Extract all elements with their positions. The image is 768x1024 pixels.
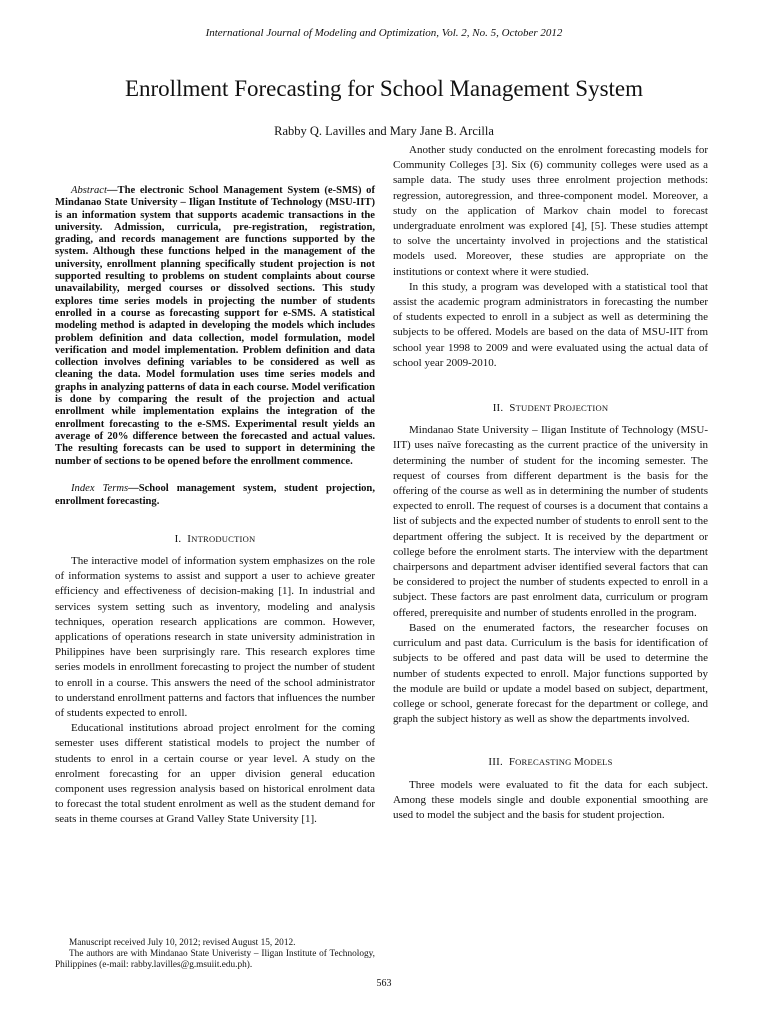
- abstract-lead: Abstract: [71, 185, 107, 196]
- footnote: [55, 938, 375, 971]
- intro-paragraph-1: The interactive model of information system emphasizes on the role of information systems to assist and support a user to achieve greater efficiency and effectiveness of decision-making [1]. In industrial and services system setting such as inventory, modeling and analysis techniques, operation research applications are common. However, applications of operations research in state university administration in Philippines have been surprisingly rare. This research explores time series models in enrollment forecasting to project the number of student to enroll in a course. This answers the need of the school administrator to understand enrollment patterns and factors that influences the number of students expected to enroll.: [55, 555, 375, 720]
- abstract-dash: —: [106, 185, 118, 196]
- student-projection-paragraph-1: Mindanao State University – Iligan Institute of Technology (MSU-IIT) uses naïve forecasting as the current practice of the university in determining the number of student for the incoming semester. The request of courses from different department is the basis for the offering of the course as well as in determining the number of students expected to enroll. The request of courses is a document that contains a list of subjects and the expected number of students to enroll sent to the department offering the subject. It is received by the department or college before the enrolment starts. The interview with the department chairpersons and department adviser identified several factors that can be considered to project the number of students expected to enroll in a subject. These factors are past enrolment data, curriculum or program offered, prerequisite and number of students enrolled in the program.: [393, 424, 708, 619]
- intro-paragraph-2: Educational institutions abroad project enrolment for the coming semester uses different statistical models to project the number of students to enrol in a certain course or year level. A study on the enrolment forecasting for an upper division general education component uses regression analysis based on historical enrolment data to forecast the total student enrolment as well as the student demand for seats in theme courses at Grand Valley State University [1].: [55, 722, 375, 826]
- student-projection-paragraph-2: Based on the enumerated factors, the researcher focuses on curriculum and past data. Curriculum is the basis for identification of subjects to be offered and past data will be used to determine the number of students expected to enroll. Major functions supported by the module are build or update a model based on subject, department, college or school, generate forecast for the department or college, and graph the subject history as well as show the departments involved.: [393, 621, 708, 726]
- abstract: [55, 185, 375, 468]
- index-terms-lead: Index Terms: [71, 482, 129, 494]
- footnote-received: Manuscript received July 10, 2012; revised August 15, 2012.: [69, 938, 296, 948]
- index-terms-dash: —: [128, 482, 139, 494]
- abstract-text: The electronic School Management System (e-SMS) of Mindanao State University – Iligan Institute of Technology (MSU-IIT) is an information system that supports academic transactions in the university. Admission, curricula, pre-registration, registration, grading, and records management are functions supported by the system. Although these functions helped in the management of the university, enrollment planning specifically student projection is not supported resulting to problems on student complaints about course unavailability, merged courses or dissolved sections. This study explores time series models in projecting the number of students enrolled in a course as forecasting support for e-SMS. A statistical modeling method is adapted in developing the models which includes problem definition and data collection, model formulation, model verification and model implementation. Problem definition and data collection involves defining variables to be considered as well as cleaning the data. Model formulation uses time series models and graphs in analyzing patterns of data in each course. Model verification is done by comparing the result of the projection and actual enrollment while implementation explains the integration of the enrollment forecasting to the e-SMS. Experimental result yields an average of 20% difference between the forecasted and actual values. The resulting forecasts can be used to support in determining the number of sections to be opened before the enrollment commence.: [55, 185, 375, 467]
- section-heading-student-projection: II. STUDENT PROJECTION: [492, 402, 609, 415]
- index-terms-text: School management system, student projection, enrollment forecasting.: [55, 482, 375, 507]
- author-line: Rabby Q. Lavilles and Mary Jane B. Arcilla: [274, 124, 494, 138]
- index-terms: [55, 482, 375, 508]
- right-paragraph-2: In this study, a program was developed with a statistical tool that assist the academic program administrators in forecasting the number of students expected to enroll in a subject as well as determining the subjects to be offered. Models are based on the data of MSU-IIT from school year 1998 to 2009 and were evaluated using the actual data of school year 2009-2010.: [393, 280, 708, 369]
- footnote-affiliation: The authors are with Mindanao State Univeristy – Iligan Institute of Technology, Philippines (e-mail: rabby.lavilles@g.msuiit.edu.ph).: [55, 949, 375, 970]
- page-number: 563: [376, 978, 392, 989]
- journal-header: International Journal of Modeling and Optimization, Vol. 2, No. 5, October 2012: [205, 27, 563, 39]
- section-heading-forecasting-models: III. FORECASTING MODELS: [488, 756, 613, 769]
- paper-title: Enrollment Forecasting for School Management System: [124, 76, 644, 101]
- section-heading-introduction: I. INTRODUCTION: [174, 532, 256, 545]
- left-column: [55, 185, 375, 828]
- forecasting-models-paragraph-1: Three models were evaluated to fit the data for each subject. Among these models single and double exponential smoothing are used to model the subject and the basis for student projection.: [393, 778, 708, 821]
- right-column: [393, 143, 708, 823]
- right-paragraph-1: Another study conducted on the enrolment forecasting models for Community Colleges [3]. Six (6) community colleges were used as a sample data. The study uses three enrolment projection methods: regression, autoregression, and three-component model. Moreover, a study on the application of Markov chain model to forecast undergraduate enrolment was explored [4], [5]. These studies attempt to solve the uncertainty involved in projections and the statistical models used. Moreover, these studies are appropriate on the institutions or context where it were studied.: [393, 144, 708, 278]
